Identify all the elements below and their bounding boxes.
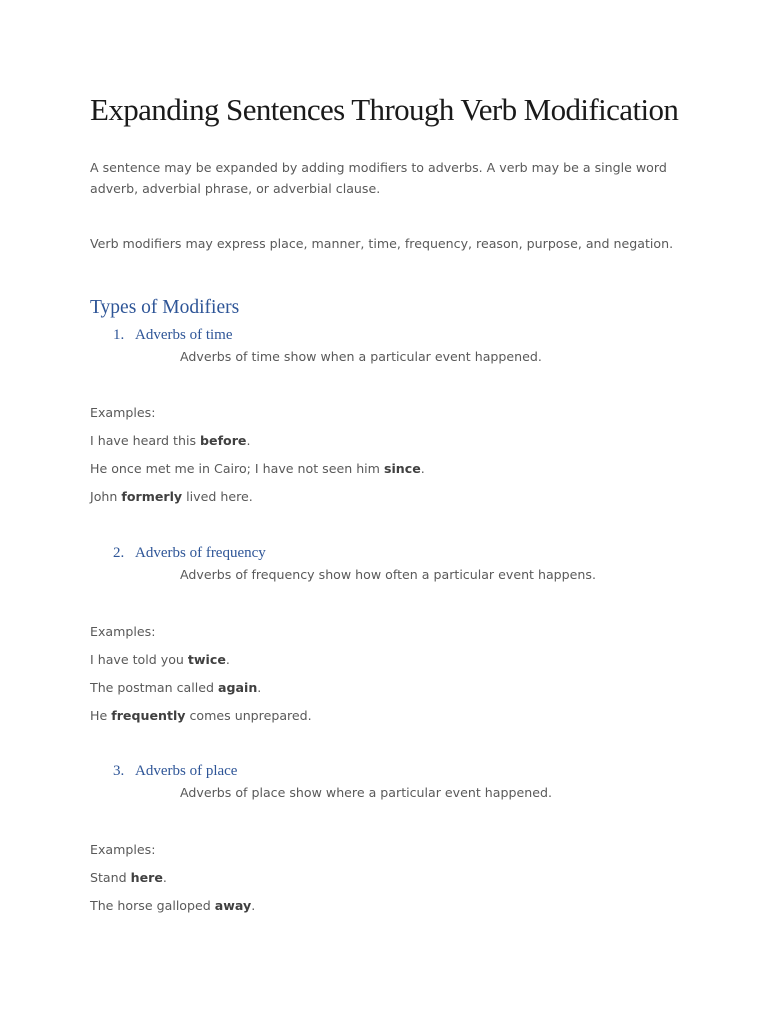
example-adverb: again [217,680,258,695]
example-line [90,433,250,448]
example-text: I have heard this [90,433,201,448]
example-text: . [251,898,256,913]
example-text: He once met me in Cairo; I have not seen him [90,461,384,476]
example-adverb: twice [187,652,226,667]
example-text: lived here. [182,489,253,504]
intro-paragraph-2: Verb modifiers may express place, manner, time, frequency, reason, purpose, and negation. [90,236,674,251]
subheading-text: Adverbs of place [135,763,238,779]
example-text: Stand [90,870,131,885]
example-text: comes unprepared. [185,708,312,723]
examples-label: Examples: [90,842,156,857]
description-adverbs-of-frequency: Adverbs of frequency show how often a particular event happens. [180,567,596,582]
example-line [90,652,230,667]
example-text: . [225,652,230,667]
list-number: 2. [113,545,125,561]
example-text: I have told you [90,652,188,667]
intro-line-1: A sentence may be expanded by adding modifiers to adverbs. A verb may be a single word [90,160,667,175]
description-adverbs-of-place: Adverbs of place show where a particular event happened. [180,785,552,800]
example-adverb: here [130,870,163,885]
examples-label: Examples: [90,405,156,420]
subheading-text: Adverbs of frequency [135,545,266,561]
intro-paragraph [90,157,667,199]
example-adverb: since [383,461,421,476]
example-adverb: formerly [121,489,183,504]
example-text: He [90,708,112,723]
intro-line-2: adverb, adverbial phrase, or adverbial clause. [90,181,381,196]
example-adverb: frequently [111,708,186,723]
example-text: . [420,461,425,476]
example-line [90,680,261,695]
example-line [90,489,253,504]
subheading-adverbs-of-frequency [113,545,266,562]
example-line [90,708,312,723]
subheading-text: Adverbs of time [135,327,233,343]
list-number: 1. [113,327,125,343]
example-text: John [90,489,122,504]
section-heading: Types of Modifiers [90,297,240,318]
examples-label: Examples: [90,624,156,639]
list-number: 3. [113,763,125,779]
example-text: . [257,680,262,695]
example-adverb: away [214,898,252,913]
example-adverb: before [200,433,247,448]
example-line [90,461,425,476]
example-line [90,870,167,885]
example-text: . [162,870,167,885]
document-title: Expanding Sentences Through Verb Modification [90,92,679,127]
example-text: The horse galloped [90,898,215,913]
example-text: . [246,433,251,448]
example-line [90,898,255,913]
description-adverbs-of-time: Adverbs of time show when a particular event happened. [180,349,542,364]
subheading-adverbs-of-place [113,763,237,780]
subheading-adverbs-of-time [113,327,232,344]
example-text: The postman called [90,680,218,695]
